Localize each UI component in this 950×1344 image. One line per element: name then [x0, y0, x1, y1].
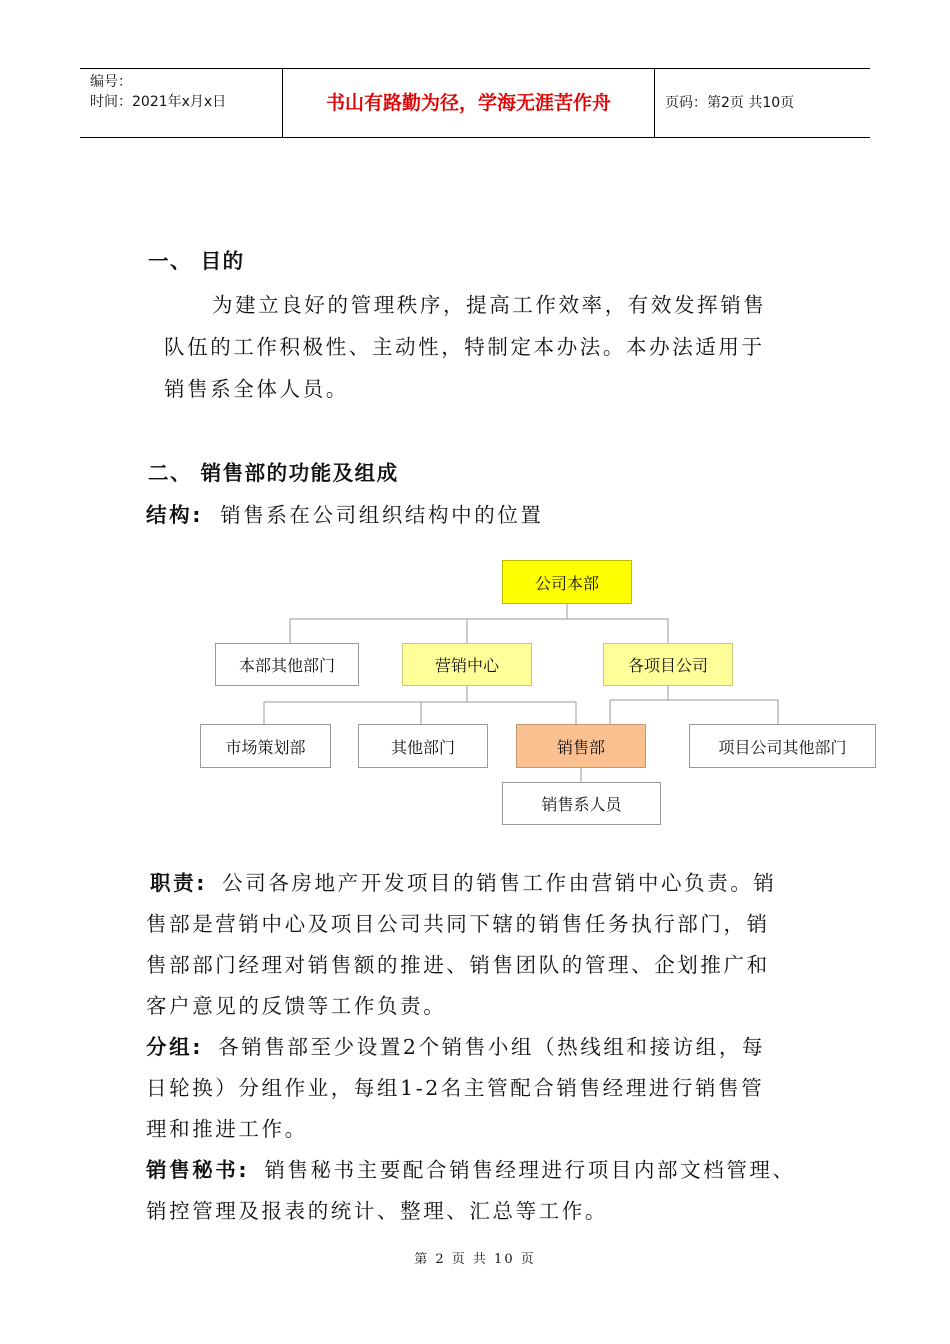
section1-line-3: 销售系全体人员。: [164, 377, 349, 401]
doc-number-label: 编号：: [90, 74, 132, 90]
org-hq-box: 公司本部: [502, 560, 632, 604]
grouping-line-3: 理和推进工作。: [146, 1117, 308, 1141]
structure-text: 销售系在公司组织结构中的位置: [220, 503, 544, 527]
org-market-planning-box: 市场策划部: [200, 724, 331, 768]
secretary-line-1: 销售秘书: 销售秘书主要配合销售经理进行项目内部文档管理、: [146, 1158, 796, 1182]
org-sales-dept-box: 销售部: [516, 724, 646, 768]
structure-line: [146, 498, 544, 528]
header-meta-cell: [80, 69, 283, 137]
org-sales-staff-box: 销售系人员: [502, 782, 661, 825]
org-project-companies-box: 各项目公司: [603, 643, 733, 686]
section1-line-1: 为建立良好的管理秩序，提高工作效率，有效发挥销售: [212, 293, 767, 317]
section2-heading: 二、 销售部的功能及组成: [148, 461, 399, 485]
header-page-info: 页码：第2页 共10页: [665, 95, 795, 111]
grouping-line-1: 分组: 各销售部至少设置2个销售小组（热线组和接访组，每: [146, 1035, 766, 1059]
org-project-other-box: 项目公司其他部门: [689, 724, 876, 768]
org-other-depts-box: 其他部门: [358, 724, 488, 768]
section1-line-2: 队伍的工作积极性、主动性，特制定本办法。本办法适用于: [164, 335, 765, 359]
grouping-line-2: 日轮换）分组作业，每组1-2名主管配合销售经理进行销售管: [146, 1076, 765, 1100]
page-header: [80, 68, 870, 138]
duties-line-4: 客户意见的反馈等工作负责。: [146, 994, 447, 1018]
header-motto: 书山有路勤为径，学海无涯苦作舟: [283, 69, 655, 137]
duties-label: 职责:: [150, 871, 207, 895]
duties-line-1: 职责: 公司各房地产开发项目的销售工作由营销中心负责。销: [150, 871, 777, 895]
secretary-line-2: 销控管理及报表的统计、整理、汇总等工作。: [146, 1199, 608, 1223]
org-hq-other-box: 本部其他部门: [215, 643, 359, 686]
page-footer: 第 2 页 共 10 页: [414, 1252, 536, 1267]
duties-line-2: 售部是营销中心及项目公司共同下辖的销售任务执行部门，销: [146, 912, 770, 936]
org-marketing-center-box: 营销中心: [402, 643, 532, 686]
secretary-label: 销售秘书:: [146, 1158, 250, 1182]
structure-label: 结构:: [146, 503, 203, 527]
section1-heading: 一、 目的: [148, 249, 245, 273]
time-label: 时间：2021年x月x日: [90, 94, 227, 110]
grouping-label: 分组:: [146, 1035, 203, 1059]
duties-line-3: 售部部门经理对销售额的推进、销售团队的管理、企划推广和: [146, 953, 770, 977]
